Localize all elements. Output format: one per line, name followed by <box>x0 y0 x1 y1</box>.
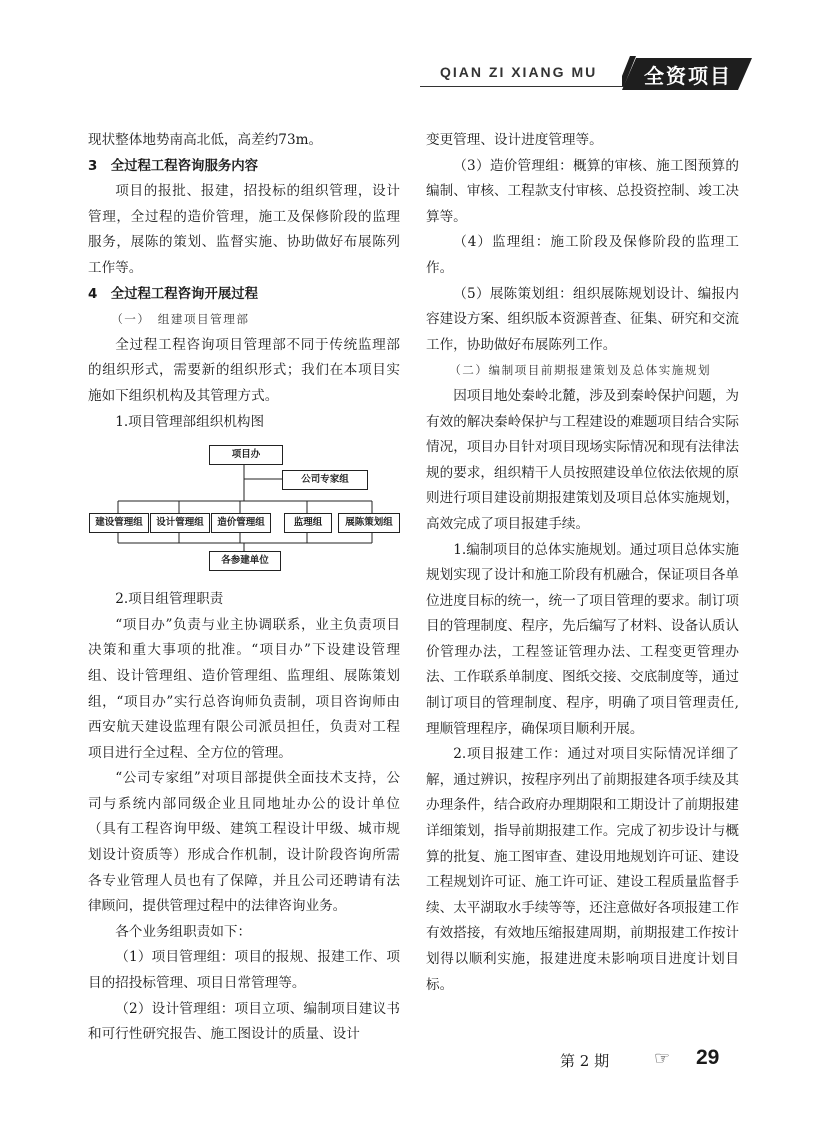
section-heading-4: 4 全过程工程咨询开展过程 <box>88 286 259 302</box>
issue-number: 第 2 期 <box>560 1052 610 1070</box>
section-heading-3: 3 全过程工程咨询服务内容 <box>88 158 259 174</box>
paragraph: 变更管理、设计进度管理等。 <box>426 132 603 148</box>
header-rule <box>420 86 630 87</box>
section-badge-label: 全资项目 <box>644 64 732 88</box>
left-column <box>88 128 400 1048</box>
subsection-heading: （一） 组建项目管理部 <box>111 312 250 327</box>
paragraph: 1.编制项目的总体实施规划。通过项目总体实施规划实现了设计和施工阶段有机融合，保证项目各单位进度目标的统一，统一了项目管理的要求。制订项目的管理制度、程序，先后编写了材料、设备认质认价管理办法，工程签证管理办法、工程变更管理办法、工作联系单制度、图纸交接、交底制度等，通过制订项目的管理制度、程序，明确了项目管理责任,理顺管理程序，确保项目顺利开展。 <box>426 541 739 737</box>
paragraph: “公司专家组”对项目部提供全面技术支持，公司与系统内部同级企业且同地址办公的设计单位（具有工程咨询甲级、建筑工程设计甲级、城市规划设计资质等）形成合作机制，设计阶段咨询所需各专业管理人员也有了保障，并且公司还聘请有法律顾问，提供管理过程中的法律咨询业务。 <box>88 770 400 915</box>
paragraph: 项目的报批、报建，招投标的组织管理，设计管理，全过程的造价管理，施工及保修阶段的监理服务，展陈的策划、监督实施、协助做好布展陈列工作等。 <box>88 183 400 276</box>
org-node-expert-group: 公司专家组 <box>282 470 368 490</box>
right-column <box>426 128 739 998</box>
paragraph: （1）项目管理组：项目的报规、报建工作、项目的招投标管理、项目日常管理等。 <box>88 949 400 992</box>
org-node-participating-units: 各参建单位 <box>209 551 281 571</box>
org-node-supervision-group: 监理组 <box>284 513 332 533</box>
org-node-exhibition-group: 展陈策划组 <box>338 513 400 533</box>
paragraph: 2.项目报建工作：通过对项目实际情况详细了解，通过辨识，按程序列出了前期报建各项手续及其办理条件，结合政府办理期限和工期设计了前期报建详细策划，指导前期报建工作。完成了初步设计与概算的批复、施工图审查、建设用地规划许可证、建设工程规划许可证、施工许可证、建设工程质量监督手续、太平湖取水手续等等，还注意做好各项报建工作有效搭接，有效地压缩报建周期，前期报建工作按计划得以顺利实施，报建进度未影响项目进度计划目标。 <box>426 746 739 993</box>
paragraph: 因项目地处秦岭北麓，涉及到秦岭保护问题，为有效的解决秦岭保护与工程建设的难题项目结合实际情况，项目办目针对项目现场实际情况和现有法律法规的要求，组织精干人员按照建设单位依法依规的原则进行项目建设前期报建策划及项目总体实施规划，高效完成了项目报建手续。 <box>426 387 739 532</box>
pointing-hand-icon: ☞ <box>654 1048 671 1069</box>
section-badge <box>622 56 752 92</box>
paragraph: （4）监理组：施工阶段及保修阶段的监理工作。 <box>426 234 739 276</box>
figure-caption: 1.项目管理部组织机构图 <box>115 413 265 430</box>
org-chart <box>88 439 400 577</box>
paragraph: （5）展陈策划组：组织展陈规划设计、编报内容建设方案、组织版本资源普查、征集、研究和交流工作，协助做好布展陈列工作。 <box>426 285 739 353</box>
running-header-latin: QIAN ZI XIANG MU <box>440 64 598 80</box>
org-node-cost-group: 造价管理组 <box>211 513 271 533</box>
paragraph: 各个业务组职责如下： <box>115 923 252 940</box>
org-node-project-office: 项目办 <box>209 445 283 465</box>
subsection-heading: （二）编制项目前期报建策划及总体实施规划 <box>449 363 712 378</box>
paragraph: （2）设计管理组：项目立项、编制项目建议书和可行性研究报告、施工图设计的质量、设计 <box>88 1000 400 1043</box>
paragraph: “项目办”负责与业主协调联系，业主负责项目决策和重大事项的批准。“项目办”下设建设管理组、设计管理组、造价管理组、监理组、展陈策划组，“项目办”实行总咨询师负责制，项目咨询师由西安航天建设监理有限公司派员担任，负责对工程项目进行全过程、全方位的管理。 <box>88 616 400 761</box>
paragraph: 现状整体地势南高北低，高差约73m。 <box>88 132 323 148</box>
org-node-design-group: 设计管理组 <box>150 513 210 533</box>
paragraph: （3）造价管理组：概算的审核、施工图预算的编制、审核、工程款支付审核、总投资控制、竣工决算等。 <box>426 157 739 225</box>
paragraph: 2.项目组管理职责 <box>115 591 224 608</box>
page-number: 29 <box>696 1046 720 1069</box>
org-node-construction-group: 建设管理组 <box>89 513 149 533</box>
paragraph: 全过程工程咨询项目管理部不同于传统监理部的组织形式，需要新的组织形式；我们在本项目实施如下组织机构及其管理方式。 <box>88 336 400 404</box>
page-footer <box>560 1046 740 1076</box>
